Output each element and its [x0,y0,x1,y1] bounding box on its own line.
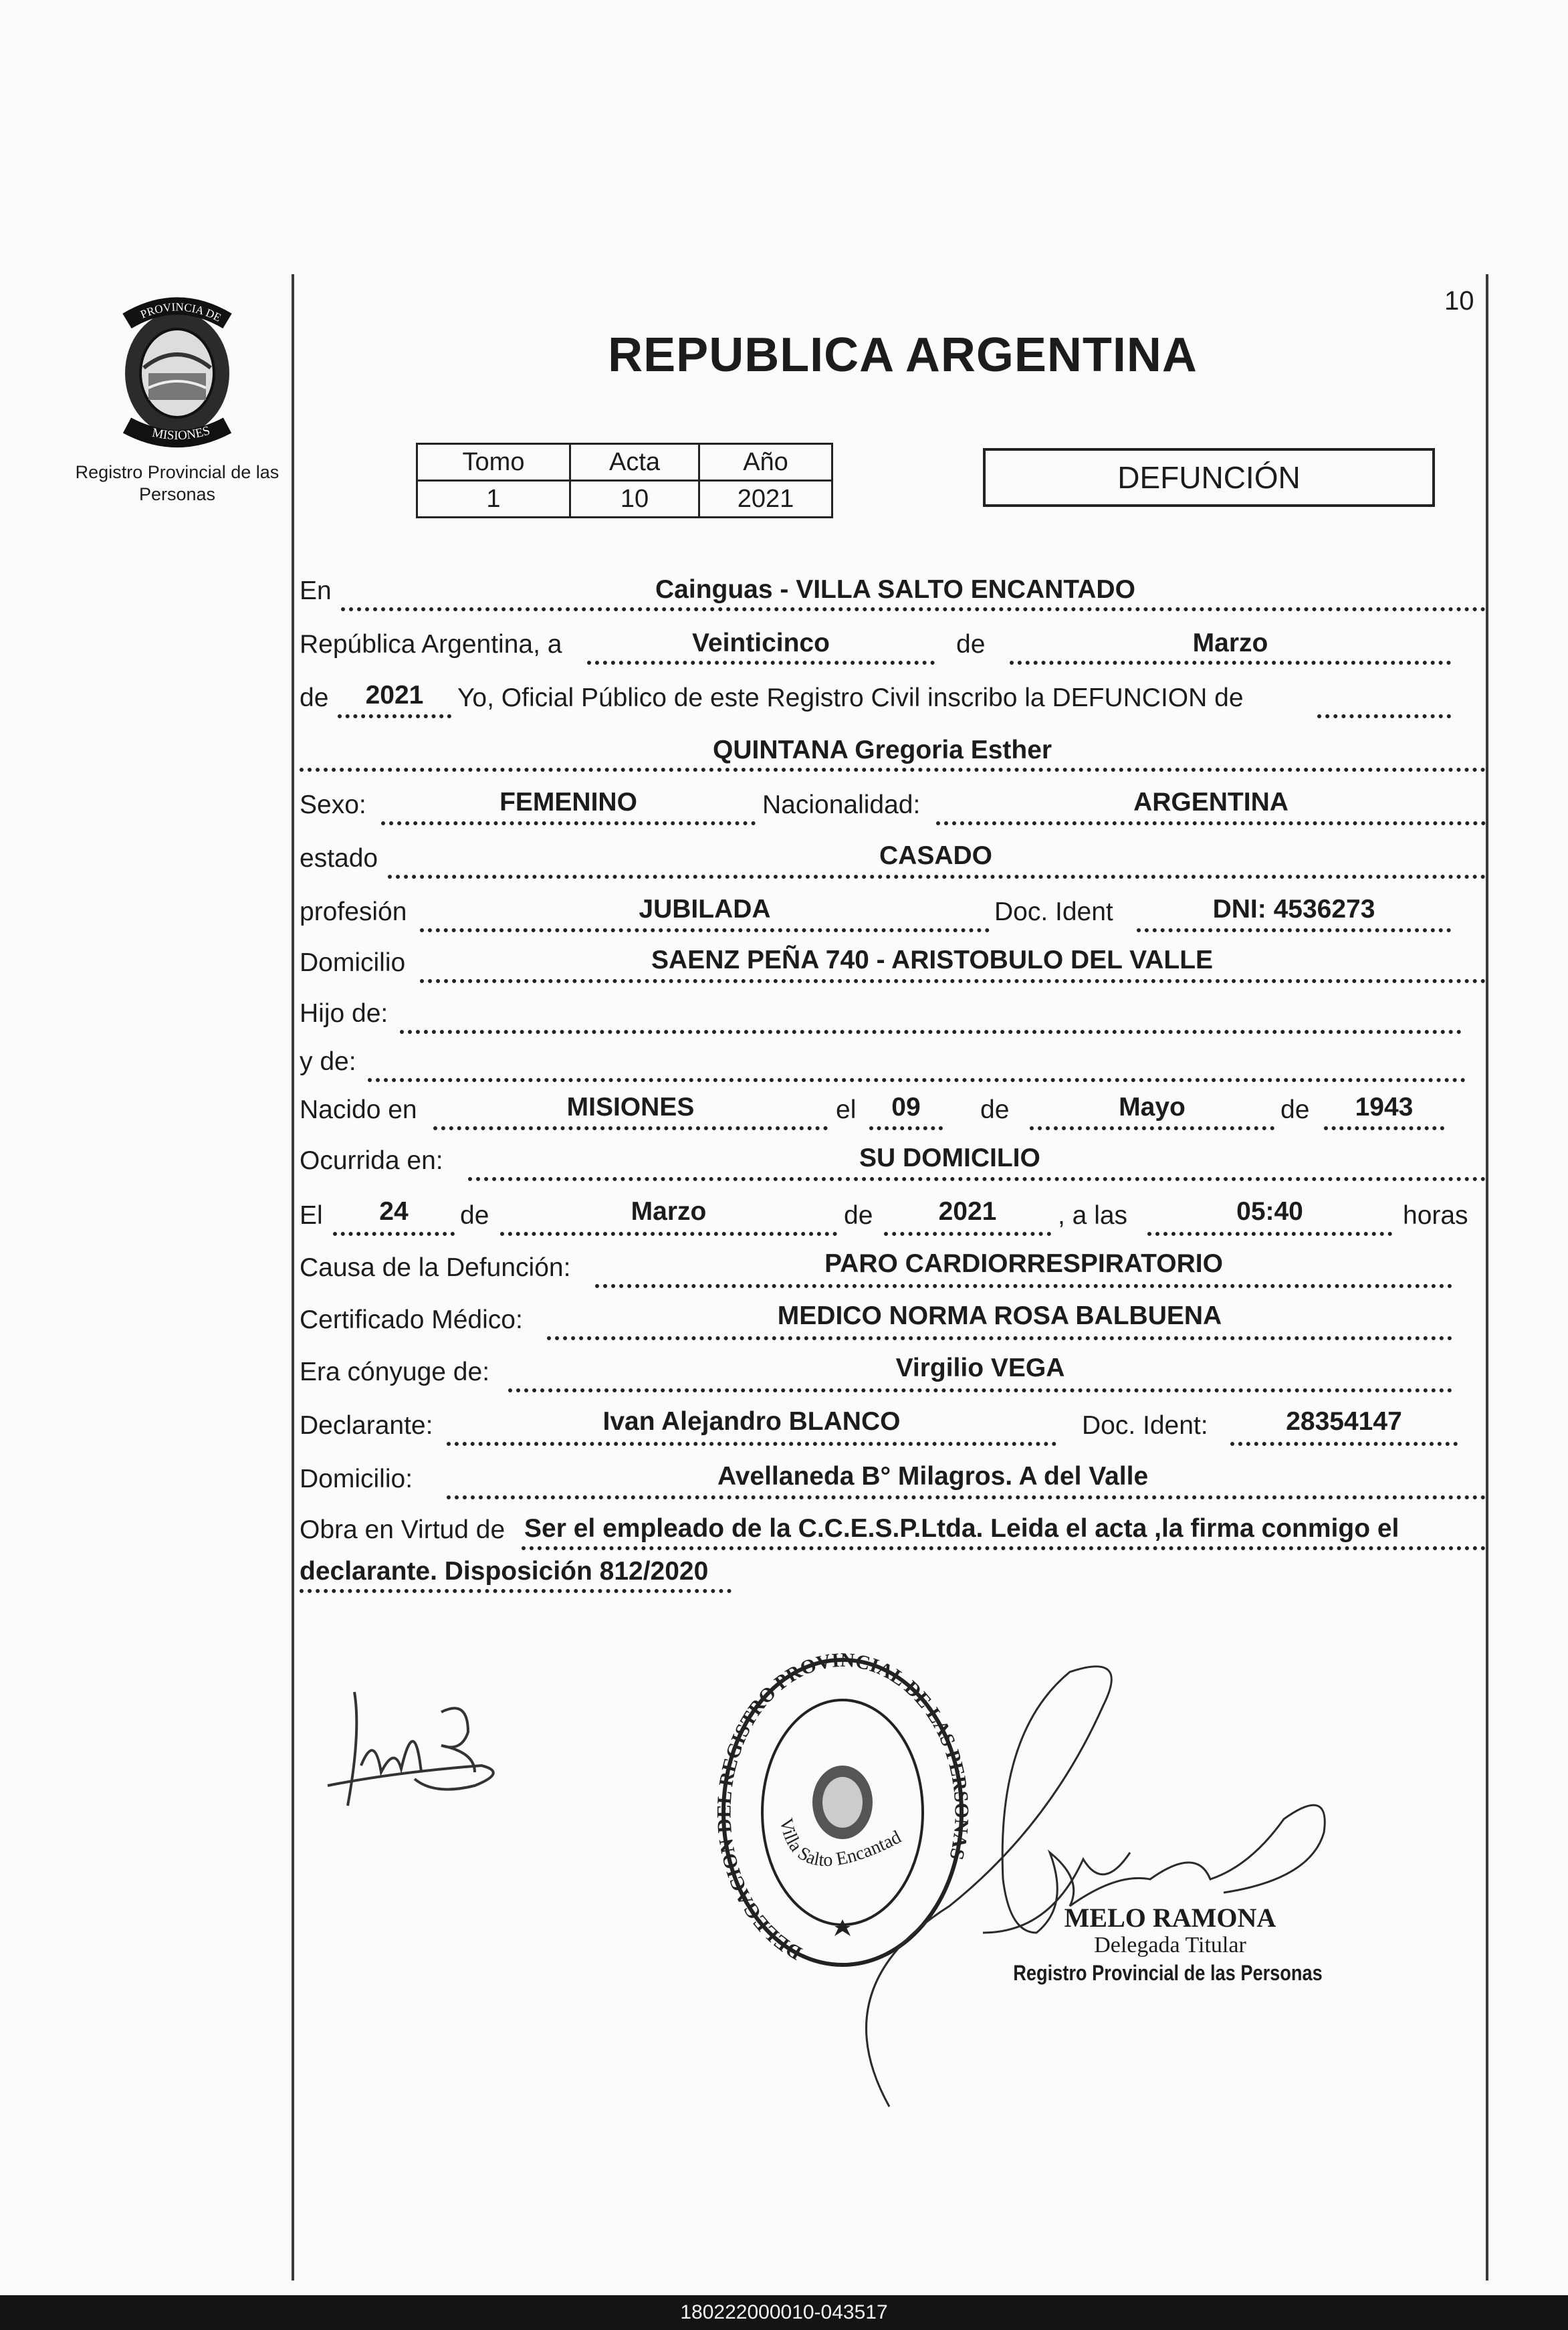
document-type-box: DEFUNCIÓN [983,448,1435,507]
dotted-line [388,875,1486,879]
dotted-line [333,1232,455,1236]
registry-value-tomo: 1 [417,481,570,518]
dotted-line [433,1126,828,1130]
registry-value-acta: 10 [570,481,699,518]
value-nacionalidad: ARGENTINA [1133,788,1289,817]
logo-caption: Registro Provincial de las Personas [75,462,279,504]
registry-header-tomo: Tomo [417,444,570,481]
label-horas: horas [1403,1201,1468,1230]
value-dia-letras: Veinticinco [692,629,830,657]
value-domicilio: SAENZ PEÑA 740 - ARISTOBULO DEL VALLE [651,946,1214,974]
dotted-line [1324,1126,1444,1130]
value-hora: 05:40 [1236,1197,1303,1226]
label-doc-ident-declarante: Doc. Ident: [1082,1411,1208,1440]
dotted-line [338,714,451,718]
dotted-line [936,821,1486,825]
dotted-line [1147,1232,1392,1236]
label-de: de [844,1201,873,1230]
value-estado: CASADO [879,841,993,870]
label-domicilio-declarante: Domicilio: [300,1465,413,1493]
value-lugar: Cainguas - VILLA SALTO ENCANTADO [655,575,1135,604]
dotted-line [547,1336,1452,1340]
label-nacionalidad: Nacionalidad: [762,790,921,819]
dotted-line [341,607,1486,611]
label-de: de [1280,1095,1310,1124]
value-profesion: JUBILADA [639,895,771,924]
value-nacido-anio: 1943 [1355,1093,1414,1122]
label-estado: estado [300,844,378,873]
dotted-line [420,928,990,932]
svg-text:Villa Salto Encantado: Villa Salto Encantad [775,1816,905,1871]
value-obra-line2: declarante. Disposición 812/2020 [300,1557,709,1586]
value-causa: PARO CARDIORRESPIRATORIO [824,1249,1223,1278]
official-signature [849,1652,1371,2123]
label-oficial: Yo, Oficial Público de este Registro Civil inscribo la DEFUNCION de [457,683,1244,712]
label-nacido-en: Nacido en [300,1095,417,1124]
label-a-las: , a las [1058,1201,1128,1230]
label-de: de [956,630,986,659]
dotted-line [522,1546,1486,1550]
label-causa: Causa de la Defunción: [300,1253,571,1282]
page-title: REPUBLICA ARGENTINA [608,328,1198,382]
signatory-role: Delegada Titular [1094,1933,1246,1957]
dotted-line [468,1177,1486,1181]
signatory-name: MELO RAMONA [1064,1903,1276,1933]
dotted-line [447,1442,1056,1446]
label-doc-ident: Doc. Ident [994,897,1113,926]
label-el-cap: El [300,1201,323,1230]
label-profesion: profesión [300,897,407,926]
value-nacido-mes: Mayo [1119,1093,1186,1122]
label-obra: Obra en Virtud de [300,1515,506,1544]
dotted-line [587,661,935,665]
value-nacido-dia: 09 [891,1093,921,1122]
svg-text:DELEGACION DEL REGISTRO PROVIN: DELEGACION L REGISTRO PROVINCIAL DE LAS PER AS [715,1652,970,1964]
dotted-line [500,1232,837,1236]
label-certificado: Certificado Médico: [300,1305,523,1334]
dotted-line [400,1030,1462,1034]
label-y-de: y de: [300,1047,356,1076]
svg-text:MISIONES: MISIONES [150,423,212,443]
dotted-line [1030,1126,1274,1130]
registry-header-acta: Acta [570,444,699,481]
dotted-line [1230,1442,1458,1446]
page-number: 10 [1444,286,1474,316]
label-de: de [300,683,329,712]
value-obra-line1: Ser el empleado de la C.C.E.S.P.Ltda. Leida el acta ,la firma conmigo el [524,1514,1399,1543]
dotted-line [1010,661,1451,665]
label-declarante: Declarante: [300,1411,433,1440]
declarant-signature [314,1672,501,1822]
dotted-line [884,1232,1051,1236]
value-anio: 2021 [365,681,424,710]
label-domicilio: Domicilio [300,948,406,977]
dotted-line [368,1078,1466,1082]
dotted-line [300,1589,732,1593]
dotted-line [508,1388,1452,1392]
value-ocurrida: SU DOMICILIO [859,1144,1040,1172]
label-en: En [300,576,332,605]
value-declarante-domicilio: Avellaneda B° Milagros. A del Valle [717,1462,1149,1491]
value-mes: Marzo [1192,629,1268,657]
value-fallec-anio: 2021 [938,1197,997,1226]
value-certificado: MEDICO NORMA ROSA BALBUENA [777,1301,1222,1330]
right-margin-line [1486,274,1488,2281]
value-nacido-lugar: MISIONES [566,1093,695,1122]
label-de: de [460,1201,489,1230]
value-sexo: FEMENINO [499,788,637,817]
svg-text:PROVINCIA DE: PROVINCIA DE [138,300,223,324]
dotted-line [447,1495,1486,1499]
label-republica: República Argentina, a [300,630,562,659]
label-el: el [836,1095,857,1124]
label-sexo: Sexo: [300,790,366,819]
label-conyuge: Era cónyuge de: [300,1358,490,1386]
dotted-line [595,1284,1452,1288]
dotted-line [869,1126,943,1130]
dotted-line [420,979,1486,983]
registry-table [416,443,833,518]
signatory-org: Registro Provincial de las Personas [1013,1961,1323,1985]
left-margin-line [292,274,294,2281]
value-nombre: QUINTANA Gregoria Esther [713,736,1052,764]
value-conyuge: Virgilio VEGA [895,1354,1065,1382]
value-dni: DNI: 4536273 [1212,895,1375,924]
value-fallec-dia: 24 [379,1197,409,1226]
value-declarante-doc: 28354147 [1286,1407,1402,1436]
dotted-line [300,768,1486,772]
label-hijo-de: Hijo de: [300,999,388,1028]
value-fallec-mes: Marzo [631,1197,707,1226]
registry-value-anio: 2021 [699,481,832,518]
dotted-line [381,821,756,825]
label-de: de [980,1095,1010,1124]
dotted-line [1317,714,1451,718]
registry-header-anio: Año [699,444,832,481]
value-declarante: Ivan Alejandro BLANCO [602,1407,901,1436]
label-ocurrida-en: Ocurrida en: [300,1146,443,1175]
province-emblem [107,294,247,448]
document-code-bar: 180222000010-043517 [0,2295,1568,2330]
dotted-line [1137,928,1451,932]
